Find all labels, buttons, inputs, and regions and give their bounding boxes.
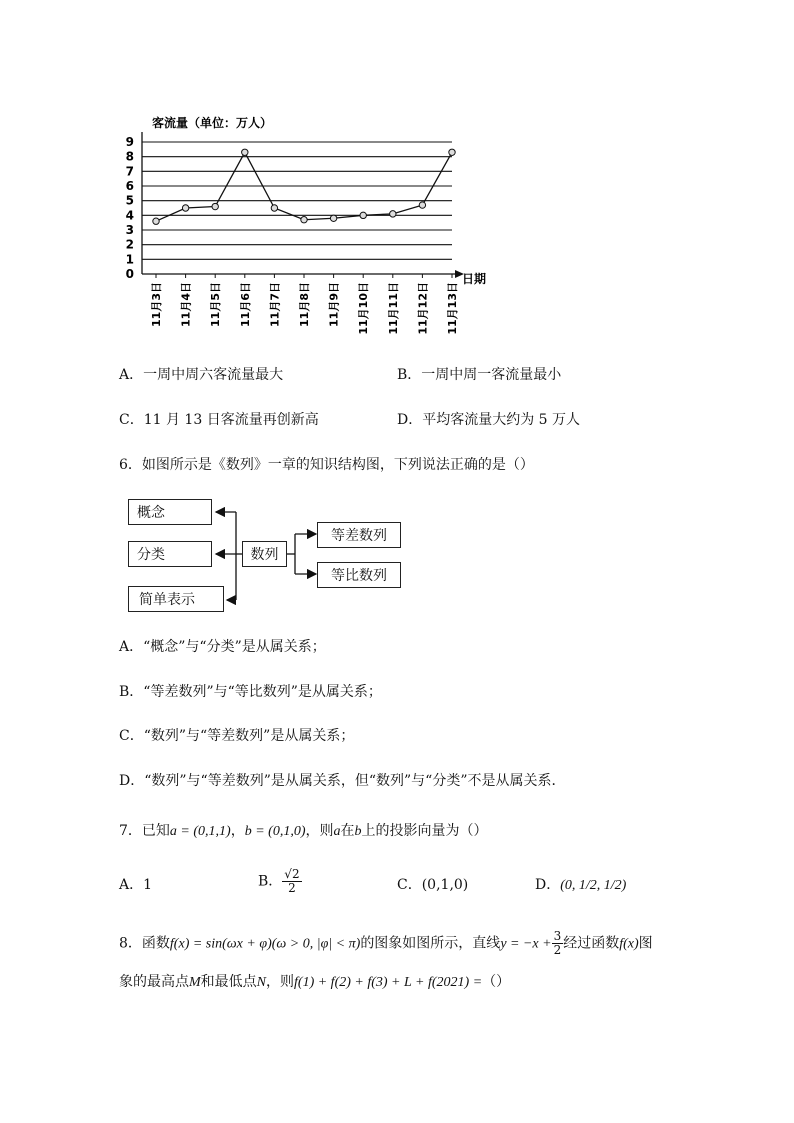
passenger-flow-chart bbox=[110, 108, 510, 348]
chart-y-ticks bbox=[126, 135, 134, 281]
q7-prefix: 7．已知 bbox=[119, 823, 170, 839]
q7-option-b-label: B． bbox=[258, 873, 283, 890]
x-tick-label: 11月10日 bbox=[357, 282, 371, 335]
y-tick-label: 5 bbox=[125, 193, 134, 208]
chart-title: 客流量（单位：万人） bbox=[152, 116, 273, 130]
q7-vector-a: a = (0,1,1) bbox=[169, 824, 231, 839]
node-classification: 分类 bbox=[128, 541, 212, 567]
q8-fraction-denominator: 2 bbox=[553, 943, 562, 957]
data-point bbox=[271, 205, 277, 211]
q7-b-symbol: b bbox=[354, 824, 362, 839]
q7-option-b-numerator: √2 bbox=[284, 867, 300, 881]
q5-option-b: B．一周中周一客流量最小 bbox=[397, 367, 562, 383]
q7-stem: 7．已知a = (0,1,1)，b = (0,1,0)，则a在b上的投影向量为（） bbox=[119, 823, 488, 839]
q8-line1-a: 8．函数 bbox=[119, 935, 170, 952]
x-tick-label: 11月11日 bbox=[386, 282, 400, 335]
y-tick-label: 4 bbox=[125, 208, 134, 223]
node-simple-representation: 简单表示 bbox=[128, 586, 224, 612]
q8-line1-d: 图 bbox=[638, 935, 653, 952]
q8-line2-a: 象的最高点 bbox=[119, 974, 189, 990]
chart-x-axis-label: 日期 bbox=[462, 272, 487, 286]
q5-option-c: C．11 月 13 日客流量再创新高 bbox=[119, 412, 319, 428]
data-point bbox=[182, 205, 188, 211]
q5-option-a: A．一周中周六客流量最大 bbox=[119, 367, 284, 383]
q8-line2-b: 和最低点 bbox=[200, 974, 257, 990]
q8-fraction-numerator: 3 bbox=[553, 929, 562, 943]
node-arithmetic-sequence: 等差数列 bbox=[317, 522, 401, 548]
q7-a-symbol: a bbox=[333, 824, 341, 839]
q7-option-b-fraction bbox=[282, 868, 301, 895]
data-point bbox=[153, 218, 159, 224]
x-tick-label: 11月7日 bbox=[268, 282, 282, 327]
x-tick-label: 11月6日 bbox=[238, 282, 252, 327]
data-point bbox=[419, 202, 425, 208]
q8-line-equation: y = −x + bbox=[500, 936, 552, 952]
q6-option-c: C．“数列”与“等差数列”是从属关系； bbox=[119, 728, 355, 744]
node-concept: 概念 bbox=[128, 499, 212, 525]
q8-point-m: M bbox=[189, 975, 201, 990]
q7-option-c: C．(0,1,0) bbox=[397, 877, 469, 893]
data-point bbox=[449, 149, 455, 155]
q6-option-b: B．“等差数列”与“等比数列”是从属关系； bbox=[119, 684, 382, 700]
chart-grid bbox=[142, 132, 464, 278]
q8-line2-c: ，则 bbox=[266, 974, 295, 990]
q7-on: 在 bbox=[340, 823, 355, 839]
q6-option-d: D．“数列”与“等差数列”是从属关系，但“数列”与“分类”不是从属关系． bbox=[119, 773, 566, 789]
q8-line-2 bbox=[119, 973, 510, 992]
q7-vector-b: b = (0,1,0) bbox=[244, 824, 306, 839]
x-tick-label: 11月5日 bbox=[209, 282, 223, 327]
data-point bbox=[360, 212, 366, 218]
q8-line1-b: 的图象如图所示，直线 bbox=[360, 935, 501, 952]
y-tick-label: 1 bbox=[125, 252, 134, 267]
x-tick-label: 11月13日 bbox=[446, 282, 459, 335]
data-point bbox=[242, 149, 248, 155]
node-geometric-sequence: 等比数列 bbox=[317, 562, 401, 588]
q8-sum: f(1) + f(2) + f(3) + L + f(2021) = bbox=[294, 975, 483, 990]
x-tick-label: 11月12日 bbox=[416, 282, 430, 335]
q8-fx: f(x) bbox=[619, 936, 639, 952]
node-sequence: 数列 bbox=[242, 541, 287, 567]
q8-fraction bbox=[552, 930, 564, 957]
y-tick-label: 9 bbox=[125, 135, 134, 149]
q7-option-d-label: D． bbox=[535, 877, 561, 893]
y-tick-label: 6 bbox=[125, 179, 134, 193]
q7-option-d-value: (0, 1/2, 1/2) bbox=[560, 878, 627, 893]
q7-option-b-denominator: 2 bbox=[288, 881, 296, 895]
chart-x-ticks bbox=[150, 274, 459, 335]
chart-series bbox=[153, 149, 455, 224]
x-tick-label: 11月3日 bbox=[150, 282, 163, 327]
q7-option-b bbox=[258, 868, 302, 895]
data-point bbox=[390, 211, 396, 217]
y-tick-label: 0 bbox=[125, 267, 134, 281]
q8-function: f(x) = sin(ωx + φ)(ω > 0, |φ| < π) bbox=[169, 936, 361, 952]
x-tick-label: 11月8日 bbox=[298, 282, 311, 327]
q6-option-a: A．“概念”与“分类”是从属关系； bbox=[119, 639, 326, 655]
q8-line2-d: （） bbox=[482, 974, 511, 990]
q7-option-d bbox=[535, 876, 626, 895]
q8-line1-c: 经过函数 bbox=[563, 935, 620, 952]
knowledge-structure-diagram bbox=[120, 494, 410, 614]
y-tick-label: 3 bbox=[125, 223, 134, 237]
series-line bbox=[156, 152, 452, 221]
x-tick-label: 11月9日 bbox=[327, 282, 341, 327]
q7-option-a: A．1 bbox=[119, 877, 153, 893]
data-point bbox=[301, 217, 307, 223]
y-tick-label: 8 bbox=[125, 149, 134, 164]
x-tick-label: 11月4日 bbox=[179, 282, 193, 327]
data-point bbox=[330, 215, 336, 221]
q7-mid: ，则 bbox=[305, 823, 334, 839]
q6-stem: 6．如图所示是《数列》一章的知识结构图，下列说法正确的是（） bbox=[119, 457, 534, 473]
q8-point-n: N bbox=[256, 975, 267, 990]
data-point bbox=[212, 203, 218, 209]
y-tick-label: 7 bbox=[125, 164, 134, 179]
y-tick-label: 2 bbox=[125, 237, 134, 252]
q5-option-d: D．平均客流量大约为 5 万人 bbox=[397, 412, 581, 428]
q7-suffix: 上的投影向量为（） bbox=[361, 823, 488, 839]
q8-line-1 bbox=[119, 930, 653, 957]
